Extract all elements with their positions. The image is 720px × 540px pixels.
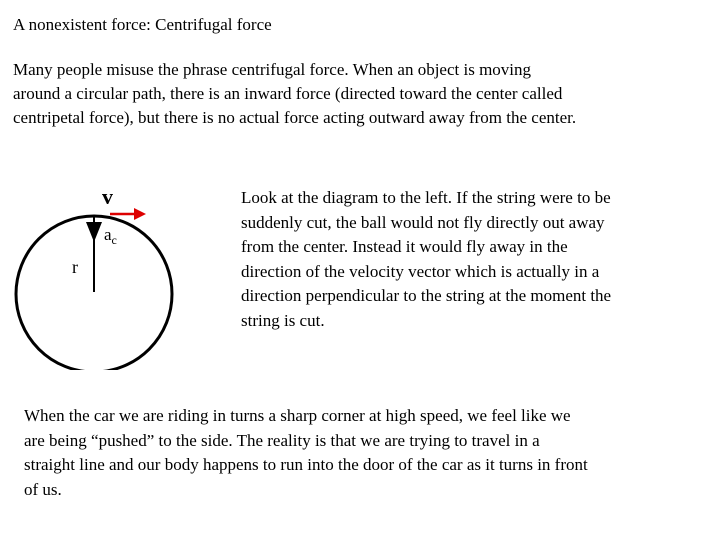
radius-label: r (72, 257, 78, 277)
diagram-explanation (241, 186, 711, 333)
circular-motion-diagram (0, 170, 230, 370)
intro-line: Many people misuse the phrase centrifugal force. When an object is moving (13, 60, 532, 79)
page-title: A nonexistent force: Centrifugal force (13, 15, 272, 34)
closing-line: When the car we are riding in turns a sharp corner at high speed, we feel like we (24, 406, 571, 425)
closing-line: straight line and our body happens to run into the door of the car as it turns in front (24, 455, 588, 474)
accel-label (104, 225, 117, 247)
centripetal-accel-arrow (86, 222, 102, 242)
explanation-line: Look at the diagram to the left. If the string were to be (241, 188, 611, 207)
closing-line: of us. (24, 479, 62, 499)
accel-label-main: a (104, 225, 112, 244)
car-example-paragraph (24, 404, 714, 502)
intro-line: around a circular path, there is an inward force (directed toward the center called (13, 84, 563, 103)
closing-line: are being “pushed” to the side. The reality is that we are trying to travel in a (24, 430, 540, 450)
explanation-line: from the center. Instead it would fly away in the (241, 237, 568, 256)
explanation-line: string is cut. (241, 310, 325, 330)
velocity-label: v (102, 184, 113, 209)
explanation-line: direction perpendicular to the string at the moment the (241, 286, 612, 305)
accel-label-subscript: c (111, 233, 117, 247)
intro-paragraph (13, 58, 713, 130)
velocity-arrowhead (134, 208, 146, 220)
intro-line: centripetal force), but there is no actual force acting outward away from the center. (13, 108, 577, 127)
explanation-line: direction of the velocity vector which is actually in a (241, 261, 600, 281)
explanation-line: suddenly cut, the ball would not fly directly out away (241, 212, 605, 232)
